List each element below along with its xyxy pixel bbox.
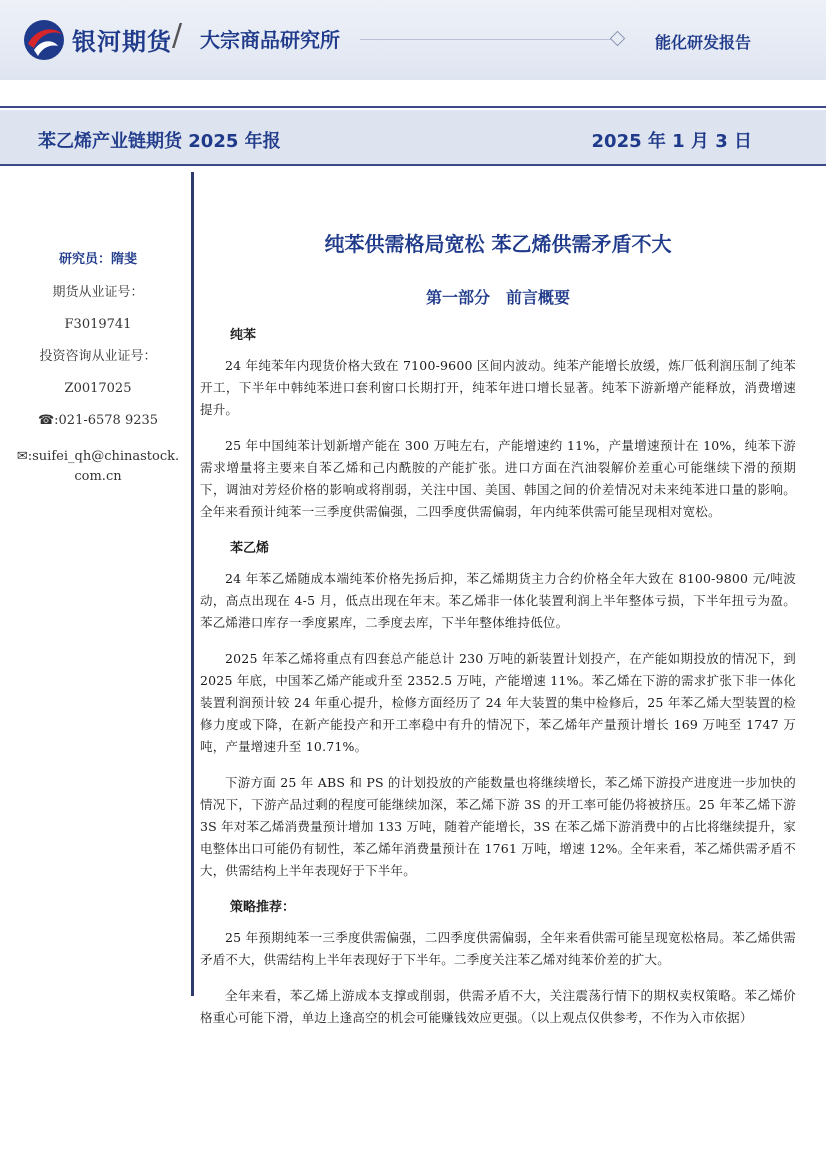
strategy-paragraph-2: 全年来看，苯乙烯上游成本支撑或削弱，供需矛盾不大，关注震荡行情下的期权卖权策略。苯乙烯价格重心可能下滑，单边上逢高空的机会可能赚钱效应更强。（以上观点仅供参考，不作为入市依据） (200, 988, 796, 1025)
report-type: 能化研发报告 (655, 33, 752, 52)
institute-name: 大宗商品研究所 (200, 28, 340, 52)
report-date: 2025 年 1 月 3 日 (591, 131, 752, 152)
advisory-label: 投资咨询从业证号： (39, 349, 157, 364)
title-band-bottom-rule (0, 164, 826, 166)
report-headline: 纯苯供需格局宽松 苯乙烯供需矛盾不大 (324, 232, 672, 256)
researcher-name: 研究员：隋斐 (58, 252, 137, 267)
report-title: 苯乙烯产业链期货 2025 年报 (38, 131, 281, 152)
license-label: 期货从业证号： (52, 285, 144, 300)
strategy-subheading: 策略推荐： (230, 900, 296, 915)
brand-separator: / (172, 18, 183, 53)
brand-name: 银河期货 (72, 28, 172, 56)
phone-number: ☎:021-6578 9235 (37, 413, 159, 428)
strategy-paragraph-1: 25 年预期纯苯一三季度供需偏强，二四季度供需偏弱，全年来看供需可能呈现宽松格局。苯乙烯供需矛盾不大，供需结构上半年表现好于下半年。二季度关注苯乙烯对纯苯价差的扩大。 (200, 930, 796, 967)
title-band-top-rule (0, 106, 826, 108)
license-number: F3019741 (64, 317, 132, 332)
benzene-paragraph-2: 25 年中国纯苯计划新增产能在 300 万吨左右，产能增速约 11%，产量增速预计在 10%，纯苯下游需求增量将主要来自苯乙烯和己内酰胺的产能扩张。进口方面在汽油裂解价差重心可能继续下滑的预期下，调油对芳烃价格的影响或将削弱，关注中国、美国、韩国之间的价差情况对未来纯苯进口量的影响。全年来看预计纯苯一三季度供需偏强，二四季度供需偏弱，年内纯苯供需可能呈现相对宽松。 (200, 438, 796, 519)
benzene-paragraph-1: 24 年纯苯年内现货价格大致在 7100-9600 区间内波动。纯苯产能增长放缓，炼厂低利润压制了纯苯开工，下半年中韩纯苯进口套利窗口长期打开，纯苯年进口增长显著。纯苯下游新增产能释放，消费增速提升。 (200, 358, 796, 417)
styrene-paragraph-1: 24 年苯乙烯随成本端纯苯价格先扬后抑，苯乙烯期货主力合约价格全年大致在 8100-9800 元/吨波动，高点出现在 4-5 月，低点出现在年末。苯乙烯非一体化装置利润上半年整体亏损，下半年扭亏为盈。苯乙烯港口库存一季度累库，二季度去库，下半年整体维持低位。 (200, 571, 796, 630)
styrene-paragraph-2: 2025 年苯乙烯将重点有四套总产能总计 230 万吨的新装置计划投产，在产能如期投放的情况下，到 2025 年底，中国苯乙烯产能或升至 2352.5 万吨，产能增速 11%。苯乙烯在下游的需求扩张下非一体化装置利润预计较 24 年重心提升，检修方面经历了 24 年大装置的集中检修后，25 年苯乙烯大型装置的检修力度或下降，在新产能投产和开工率稳中有升的情况下，苯乙烯年产量预计增长 169 万吨至 1747 万吨，产量增速升至 10.71%。 (200, 651, 796, 754)
styrene-paragraph-3: 下游方面 25 年 ABS 和 PS 的计划投放的产能数量也将继续增长，苯乙烯下游投产进度进一步加快的情况下，下游产品过剩的程度可能继续加深，苯乙烯下游 3S 的开工率可能仍将被挤压。25 年苯乙烯下游 3S 年对苯乙烯消费量预计增加 133 万吨，随着产能增长，3S 在苯乙烯下游消费中的占比将继续提升，家电整体出口可能仍有韧性，苯乙烯年消费量预计在 1761 万吨，增速 12%。全年来看，苯乙烯供需矛盾不大，供需结构上半年表现好于下半年。 (200, 775, 796, 878)
galaxy-logo-icon (22, 18, 66, 62)
column-divider (191, 172, 194, 996)
author-sidebar (14, 248, 182, 487)
header-divider (360, 39, 612, 40)
styrene-subheading: 苯乙烯 (230, 541, 270, 556)
advisory-number: Z0017025 (64, 381, 132, 396)
main-content (200, 228, 796, 1043)
benzene-subheading: 纯苯 (230, 328, 257, 343)
email-address: ✉:suifei_qh@chinastock.com.cn (16, 449, 180, 484)
section-heading: 第一部分 前言概要 (425, 288, 570, 307)
